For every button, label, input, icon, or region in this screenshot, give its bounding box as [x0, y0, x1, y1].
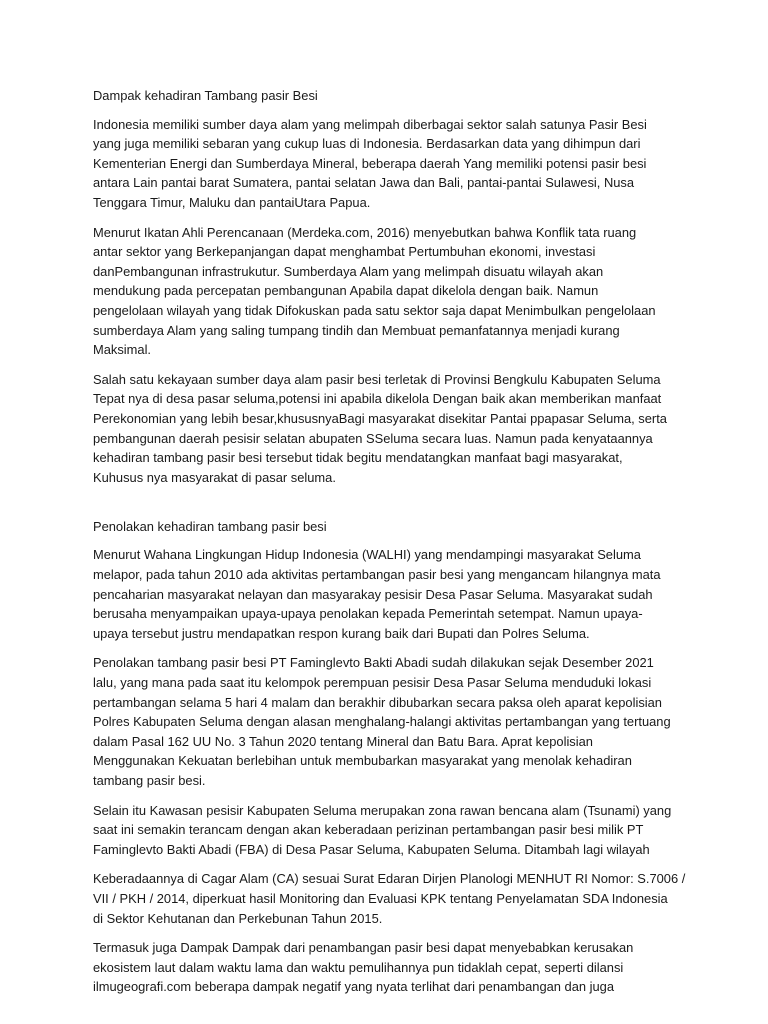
text-line: danPembangunan infrastrukutur. Sumberdaya Alam yang melimpah disuatu wilayah akan [93, 263, 604, 279]
text-line: sumberdaya Alam yang saling tumpang tindih dan Membuat pemanfatannya menjadi kurang [93, 322, 620, 338]
text-line: upaya tersebut justru mendapatkan respon kurang baik dari Bupati dan Polres Seluma. [93, 625, 590, 641]
section2-heading: Penolakan kehadiran tambang pasir besi [93, 518, 327, 534]
text-line: Faminglevto Bakti Abadi (FBA) di Desa Pasar Seluma, Kabupaten Seluma. Ditambah lagi wilayah [93, 841, 650, 857]
text-line: Kementerian Energi dan Sumberdaya Mineral, beberapa daerah Yang memiliki potensi pasir besi [93, 155, 647, 171]
text-line: pertambangan selama 5 hari 4 malam dan berakhir dibubarkan secara paksa oleh aparat kepolisian [93, 694, 662, 710]
section2-paragraph-4 [93, 869, 696, 928]
text-line: Perekonomian yang lebih besar,khususnyaBagi masyarakat disekitar Pantai ppapasar Seluma, serta [93, 410, 667, 426]
text-line: Penolakan tambang pasir besi PT Faminglevto Bakti Abadi sudah dilakukan sejak Desember 2021 [93, 655, 654, 671]
text-line: Tenggara Timur, Maluku dan pantaiUtara Papua. [93, 194, 371, 210]
text-line: antar sektor yang Berkepanjangan dapat menghambat Pertumbuhan ekonomi, investasi [93, 244, 596, 260]
section1-paragraph-3 [93, 370, 696, 488]
section2-paragraph-5 [93, 938, 696, 997]
text-line: ilmugeografi.com beberapa dampak negatif yang nyata terlihat dari penambangan dan juga [93, 979, 614, 995]
text-line: berusaha menyampaikan upaya-upaya penolakan kepada Pemerintah setempat. Namun upaya- [93, 606, 643, 622]
text-line: dalam Pasal 162 UU No. 3 Tahun 2020 tentang Mineral dan Batu Bara. Aprat kepolisian [93, 733, 593, 749]
text-line: Polres Kabupaten Seluma dengan alasan menghalang-halangi aktivitas pertambangan yang tertuang [93, 714, 671, 730]
text-line: Indonesia memiliki sumber daya alam yang melimpah diberbagai sektor salah satunya Pasir Besi [93, 116, 647, 132]
text-line: Menggunakan Kekuatan berlebihan untuk membubarkan masyarakat yang menolak kehadiran [93, 753, 632, 769]
text-line: Selain itu Kawasan pesisir Kabupaten Seluma merupakan zona rawan bencana alam (Tsunami) yang [93, 802, 672, 818]
section1-paragraph-2 [93, 223, 696, 360]
text-line: ekosistem laut dalam waktu lama dan waktu pemulihannya pun tidaklah cepat, seperti dilansi [93, 959, 624, 975]
section1-heading: Dampak kehadiran Tambang pasir Besi [93, 88, 318, 103]
text-line: yang juga memiliki sebaran yang cukup luas di Indonesia. Berdasarkan data yang dihimpun dari [93, 136, 641, 152]
section2-paragraph-2 [93, 653, 696, 790]
section2-paragraph-1 [93, 545, 696, 643]
text-line: kehadiran tambang pasir besi tersebut tidak begitu mendatangkan manfaat bagi masyarakat, [93, 450, 623, 466]
text-line: di Sektor Kehutanan dan Perkebunan Tahun 2015. [93, 910, 383, 926]
text-line: Termasuk juga Dampak Dampak dari penambangan pasir besi dapat menyebabkan kerusakan [93, 940, 634, 956]
text-line: lalu, yang mana pada saat itu kelompok perempuan pesisir Desa Pasar Seluma menduduki lokasi [93, 675, 652, 691]
text-line: pencaharian masyarakat nelayan dan masyarakay pesisir Desa Pasar Seluma. Masyarakat sudah [93, 586, 653, 602]
text-line: melapor, pada tahun 2010 ada aktivitas pertambangan pasir besi yang mengancam hilangnya mata [93, 567, 661, 583]
text-line: VII / PKH / 2014, diperkuat hasil Monitoring dan Evaluasi KPK tentang Penyelamatan SDA Indonesia [93, 890, 668, 906]
text-line: Kuhusus nya masyarakat di pasar seluma. [93, 469, 336, 485]
text-line: Tepat nya di desa pasar seluma,potensi ini apabila dikelola Dengan baik akan memberikan manfaat [93, 391, 662, 407]
text-line: mendukung pada percepatan pembangunan Apabila dapat dikelola dengan baik. Namun [93, 283, 599, 299]
blank-line [93, 497, 696, 517]
text-line: Keberadaannya di Cagar Alam (CA) sesuai Surat Edaran Dirjen Planologi MENHUT RI Nomor: S.7006 / [93, 871, 686, 887]
text-line: tambang pasir besi. [93, 773, 206, 788]
text-line: Maksimal. [93, 342, 152, 358]
text-line: Salah satu kekayaan sumber daya alam pasir besi terletak di Provinsi Bengkulu Kabupaten Seluma [93, 371, 661, 387]
section2-paragraph-3 [93, 801, 696, 860]
text-line: Menurut Wahana Lingkungan Hidup Indonesia (WALHI) yang mendampingi masyarakat Seluma [93, 547, 641, 563]
text-line: pengelolaan wilayah yang tidak Difokuskan pada satu sektor saja dapat Menimbulkan pengelolaan [93, 302, 656, 318]
text-line: Menurut Ikatan Ahli Perencanaan (Merdeka.com, 2016) menyebutkan bahwa Konflik tata ruang [93, 224, 637, 240]
text-line: pembangunan daerah pesisir selatan abupaten SSeluma secara luas. Namun pada kenyataannya [93, 430, 653, 446]
text-line: saat ini semakin terancam dengan akan keberadaan perizinan pertambangan pasir besi milik PT [93, 822, 644, 838]
text-line: antara Lain pantai barat Sumatera, pantai selatan Jawa dan Bali, pantai-pantai Sulawesi, Nusa [93, 175, 635, 191]
section1-paragraph-1 [93, 115, 696, 213]
